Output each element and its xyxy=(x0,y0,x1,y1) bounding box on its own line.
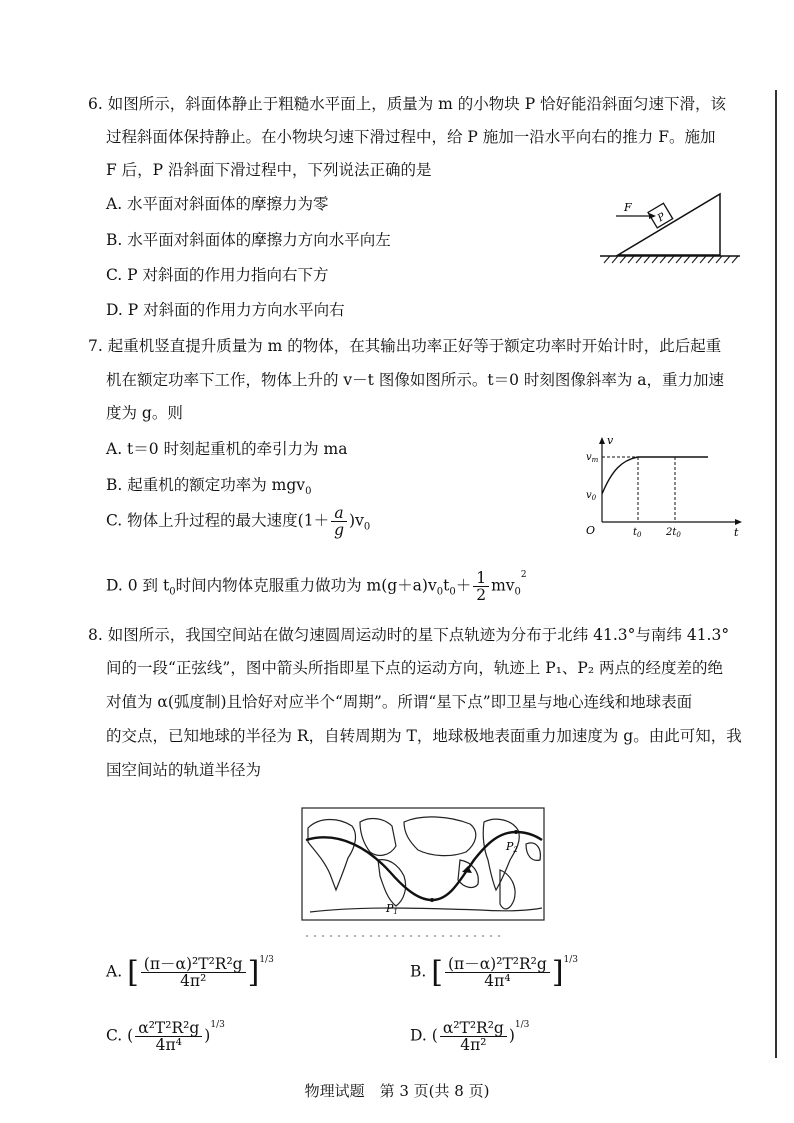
p2-point xyxy=(514,830,518,834)
q7-option-c: C. 物体上升过程的最大速度(1＋ $\frac{a}{g}$ )$v_0$ xyxy=(106,504,371,539)
q6-line-2: 过程斜面体保持静止。在小物块匀速下滑过程中，给 P 施加一沿水平向右的推力 F。施加 xyxy=(106,128,716,146)
q7-option-d: D. 0 到 $t_0$时间内物体克服重力做功为 $m(g+a)v_0t_0+$ $\frac{1}{2}$ $mv_0^2$ xyxy=(106,569,527,604)
t0-label: $t_0$ xyxy=(633,527,642,539)
q8-option-b: B. [ $\frac{\text{(π－α)²T²R²g}}{\text{4π⁴}}$ ]$^{1/3}$ xyxy=(410,955,579,990)
q8-line-4: 的交点，已知地球的半径为 R，自转周期为 T，地球极地表面重力加速度为 g。由此可知，我 xyxy=(106,727,742,745)
map-frame xyxy=(302,808,544,920)
q6-option-a: A. 水平面对斜面体的摩擦力为零 xyxy=(106,195,329,213)
q8-line-5: 国空间站的轨道半径为 xyxy=(106,761,262,779)
q8-line-2: 间的一段“正弦线”，图中箭头所指即星下点的运动方向，轨迹上 P₁、P₂ 两点的经度差的绝 xyxy=(106,659,723,677)
p2-label: P2 xyxy=(506,840,518,854)
v-axis-label: v xyxy=(607,434,614,447)
ground-track-map xyxy=(300,800,548,940)
incline-body xyxy=(618,194,720,255)
v0-label: $v_0$ xyxy=(586,490,597,502)
2t0-label: $2t_0$ xyxy=(666,527,681,539)
column-divider xyxy=(775,90,777,1058)
vt-curve xyxy=(602,457,708,494)
origin-label: O xyxy=(586,524,596,537)
q7-option-b: B. 起重机的额定功率为 mgv$_0$ xyxy=(106,476,312,498)
vm-label: $v_m$ xyxy=(586,452,599,464)
p1-point xyxy=(430,898,434,902)
q8-line-1: 8. 如图所示，我国空间站在做匀速圆周运动时的星下点轨迹为分布于北纬 41.3°与南纬 41.3° xyxy=(88,626,730,644)
q6-option-b: B. 水平面对斜面体的摩擦力方向水平向左 xyxy=(106,231,391,249)
force-label: F xyxy=(624,201,632,214)
q8-option-a: A. [ $\frac{\text{(π－α)²T²R²g}}{\text{4π²}}$ ]$^{1/3}$ xyxy=(106,955,274,990)
ground-hatching xyxy=(604,256,738,263)
q8-option-c: C. ( $\frac{\text{α²T²R²g}}{\text{4π⁴}}$ )$^{1/3}$ xyxy=(106,1019,225,1054)
q7-line-2: 机在额定功率下工作，物体上升的 v－t 图像如图所示。t＝0 时刻图像斜率为 a，重力加速 xyxy=(106,371,725,389)
q7-line-1: 7. 起重机竖直提升质量为 m 的物体，在其输出功率正好等于额定功率时开始计时，此后起重 xyxy=(88,337,722,355)
incline-figure xyxy=(598,188,748,270)
q6-line-3: F 后，P 沿斜面下滑过程中，下列说法正确的是 xyxy=(106,161,432,179)
block-label: P xyxy=(655,211,668,225)
q6-option-d: D. P 对斜面的作用力方向水平向右 xyxy=(106,301,345,319)
q6-option-c: C. P 对斜面的作用力指向右下方 xyxy=(106,266,329,284)
q8-line-3: 对值为 α(弧度制)且恰好对应半个“周期”。所谓“星下点”即卫星与地心连线和地球表面 xyxy=(106,693,693,711)
q7-line-3: 度为 g。则 xyxy=(106,404,183,422)
vt-graph xyxy=(580,432,745,544)
t-axis-label: t xyxy=(734,526,739,539)
q7-option-a: A. t＝0 时刻起重机的牵引力为 ma xyxy=(106,440,348,458)
q8-option-d: D. ( $\frac{\text{α²T²R²g}}{\text{4π²}}$ )$^{1/3}$ xyxy=(410,1019,530,1054)
q6-line-1: 6. 如图所示，斜面体静止于粗糙水平面上，质量为 m 的小物块 P 恰好能沿斜面匀速下滑，该 xyxy=(88,95,727,113)
p1-label: P1 xyxy=(386,902,398,916)
page-footer: 物理试题 第 3 页(共 8 页) xyxy=(304,1082,490,1100)
